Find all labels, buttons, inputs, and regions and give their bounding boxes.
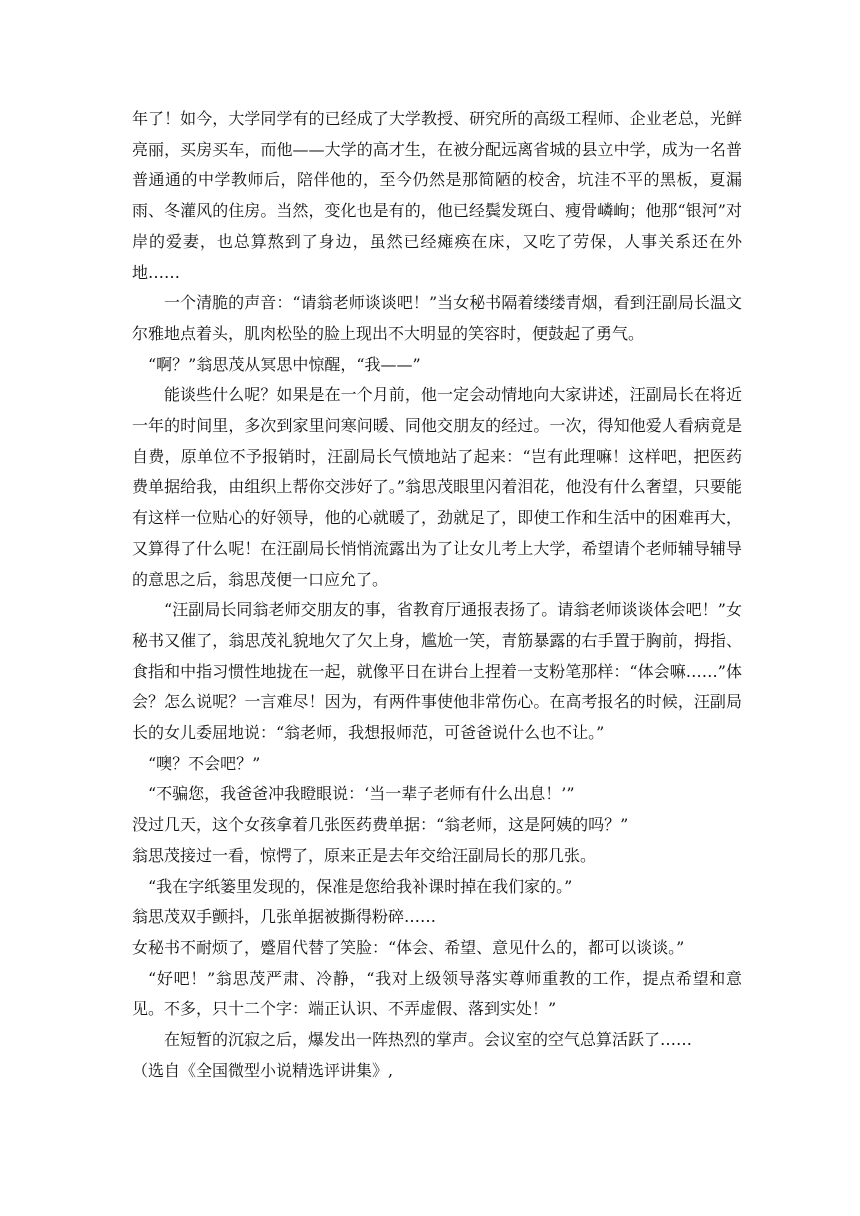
source-citation: （选自《全国微型小说精选评讲集》, [132, 1060, 394, 1080]
paragraph: 没过几天，这个女孩拿着几张医药费单据：“翁老师，这是阿姨的吗？” [132, 815, 629, 835]
paragraph: “啊？”翁思茂从冥思中惊醒，“我——” [148, 354, 421, 374]
paragraph: 年了！如今，大学同学有的已经成了大学教授、研究所的高级工程师、企业老总，光鲜亮丽，买房买车，而他——大学的高才生，在被分配远离省城的县立中学，成为一名普普通通的中学教师后，陪伴他的，至今仍然是那简陋的校舍，坑洼不平的黑板，夏漏雨、冬灌风的住房。当然，变化也是有的，他已经鬓发斑白、瘦骨嶙峋；他那“银河”对岸的爱妻，也总算熬到了身边，虽然已经瘫痪在床，又吃了劳保，人事关系还在外地…… [132, 109, 742, 282]
paragraph: 能谈些什么呢？如果是在一个月前，他一定会动情地向大家讲述，汪副局长在将近一年的时间里，多次到家里问寒问暖、同他交朋友的经过。一次，得知他爱人看病竟是自费，原单位不予报销时，汪副局长气愤地站了起来：“岂有此理嘛！这样吧，把医药费单据给我，由组织上帮你交涉好了。”翁思茂眼里闪着泪花，他没有什么奢望，只要能有这样一位贴心的好领导，他的心就暖了，劲就足了，即使工作和生活中的困难再大，又算得了什么呢！在汪副局长悄悄流露出为了让女儿考上大学，希望请个老师辅导辅导的意思之后，翁思茂便一口应允了。 [132, 385, 742, 589]
paragraph: 翁思茂双手颤抖，几张单据被撕得粉碎…… [132, 907, 437, 927]
paragraph: 女秘书不耐烦了，蹙眉代替了笑脸：“体会、希望、意见什么的，都可以谈谈。” [132, 937, 685, 957]
paragraph: “好吧！”翁思茂严肃、冷静，“我对上级领导落实尊师重教的工作，提点希望和意见。不多，只十二个字：端正认识、不弄虚假、落到实处！” [132, 968, 742, 1019]
paragraph: 一个清脆的声音：“请翁老师谈谈吧！”当女秘书隔着缕缕青烟，看到汪副局长温文尔雅地点着头，肌肉松坠的脸上现出不大明显的笑容时，便鼓起了勇气。 [132, 293, 742, 343]
document-page [132, 104, 742, 1087]
paragraph: “噢？不会吧？” [148, 753, 261, 773]
paragraph: 在短暂的沉寂之后，爆发出一阵热烈的掌声。会议室的空气总算活跃了…… [164, 1030, 693, 1050]
paragraph: 翁思茂接过一看，惊愕了，原来正是去年交给汪副局长的那几张。 [132, 845, 597, 865]
article-body [132, 104, 742, 1056]
paragraph: “不骗您，我爸爸冲我瞪眼说：‘当一辈子老师有什么出息！’” [148, 784, 575, 804]
paragraph: “汪副局长同翁老师交朋友的事，省教育厅通报表扬了。请翁老师谈谈体会吧！”女秘书又催了，翁思茂礼貌地欠了欠上身，尴尬一笑，青筋暴露的右手置于胸前，拇指、食指和中指习惯性地拢在一起，就像平日在讲台上捏着一支粉笔那样：“体会嘛……”体会？怎么说呢？一言难尽！因为，有两件事使他非常伤心。在高考报名的时候，汪副局长的女儿委屈地说：“翁老师，我想报师范，可爸爸说什么也不让。” [132, 600, 742, 743]
paragraph: “我在字纸篓里发现的，保准是您给我补课时掉在我们家的。” [148, 876, 573, 896]
